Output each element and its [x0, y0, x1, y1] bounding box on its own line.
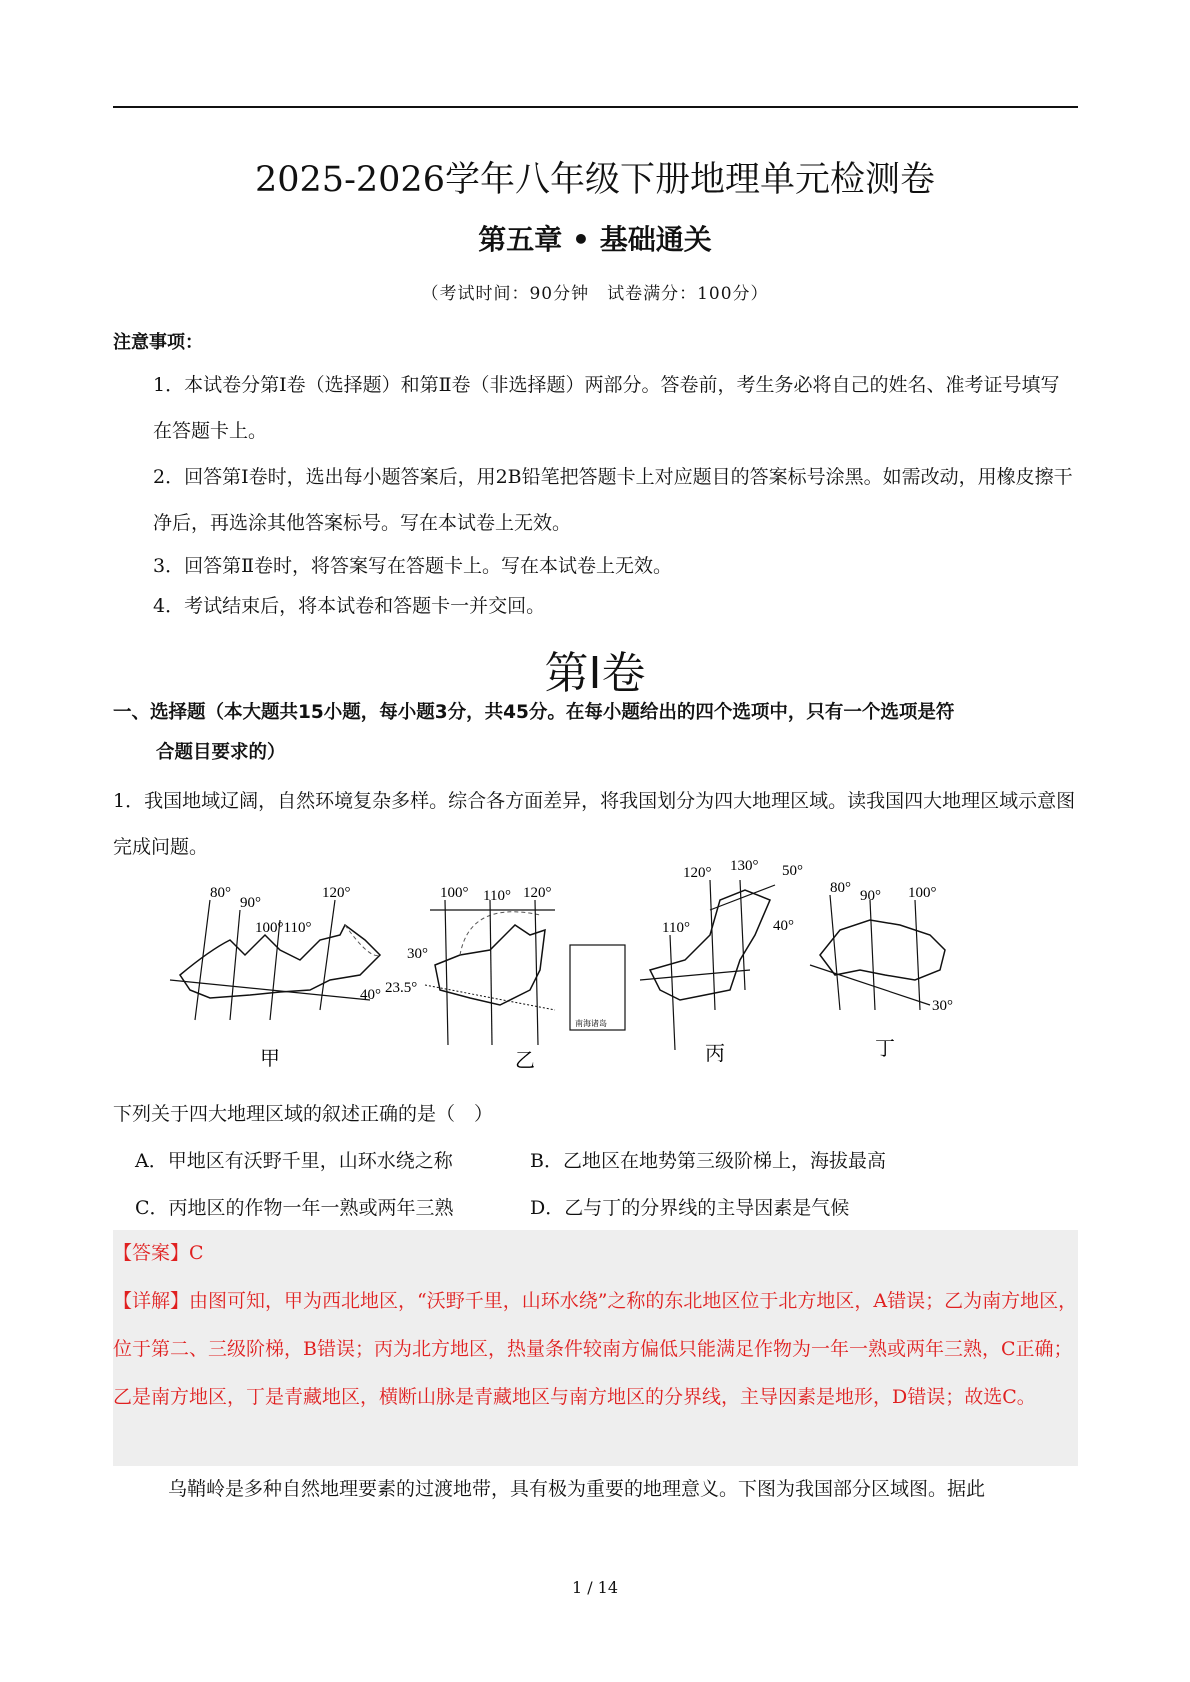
question-prompt: 下列关于四大地理区域的叙述正确的是（ ）	[113, 1103, 494, 1125]
notice-item: 4．考试结束后，将本试卷和答题卡一并交回。	[153, 595, 546, 617]
notice-list	[113, 362, 1078, 626]
option-d: D．乙与丁的分界线的主导因素是气候	[530, 1197, 850, 1219]
option-b: B．乙地区在地势第三级阶梯上，海拔最高	[530, 1150, 886, 1172]
map-label: 40°	[773, 918, 794, 934]
region-maps-figure	[170, 858, 1030, 1090]
section-heading-line1: 一、选择题（本大题共15小题，每小题3分，共45分。在每小题给出的四个选项中，只有一个选项是符	[113, 702, 955, 723]
notice-heading: 注意事项：	[113, 332, 203, 353]
panel-name: 丙	[705, 1043, 725, 1065]
map-panel-jia	[170, 885, 381, 1070]
map-label: 80°	[210, 885, 231, 901]
exam-info: （考试时间：90分钟 试卷满分：100分）	[421, 284, 769, 304]
panel-name: 甲	[260, 1048, 280, 1070]
map-panel-yi	[385, 885, 625, 1072]
explanation: 【详解】由图可知，甲为西北地区，“沃野千里，山环水绕”之称的东北地区位于北方地区，A错误；乙为南方地区，位于第二、三级阶梯，B错误；丙为北方地区，热量条件较南方偏低只能满足作物为一年一熟或两年三熟，C正确；乙是南方地区，丁是青藏地区，横断山脉是青藏地区与南方地区的分界线，主导因素是地形，D错误；故选C。	[113, 1290, 1078, 1408]
next-question-intro: 乌鞘岭是多种自然地理要素的过渡地带，具有极为重要的地理意义。下图为我国部分区域图。据此	[168, 1478, 986, 1500]
map-outline	[650, 890, 770, 1000]
notice-item: 2．回答第Ⅰ卷时，选出每小题答案后，用2B铅笔把答题卡上对应题目的答案标号涂黑。如需改动，用橡皮擦干净后，再选涂其他答案标号。写在本试卷上无效。	[153, 466, 1073, 534]
map-label: 100°	[908, 885, 937, 901]
map-label: 100°110°	[255, 920, 312, 936]
page-number: 1 / 14	[571, 1578, 619, 1597]
option-a: A．甲地区有沃野千里，山环水绕之称	[135, 1150, 453, 1172]
section-heading-line2: 合题目要求的）	[156, 742, 286, 763]
map-label: 110°	[483, 888, 511, 904]
option-c: C．丙地区的作物一年一熟或两年三熟	[135, 1197, 454, 1219]
map-label: 120°	[523, 885, 552, 901]
document-subtitle: 第五章 • 基础通关	[478, 223, 712, 256]
map-label: 90°	[240, 895, 261, 911]
map-label: 90°	[860, 888, 881, 904]
map-label: 23.5°	[385, 980, 418, 996]
volume-title: 第Ⅰ卷	[544, 649, 646, 698]
map-label: 80°	[830, 880, 851, 896]
document-title: 2025-2026学年八年级下册地理单元检测卷	[255, 160, 935, 200]
map-panel-bing	[640, 858, 803, 1065]
notice-item: 3．回答第Ⅱ卷时，将答案写在答题卡上。写在本试卷上无效。	[153, 555, 673, 577]
map-label: 30°	[932, 998, 953, 1014]
map-label: 30°	[407, 946, 428, 962]
map-label: 120°	[322, 885, 351, 901]
south-sea-inset	[570, 945, 625, 1030]
answer-line: 【答案】C	[113, 1242, 204, 1264]
map-label: 50°	[782, 863, 803, 879]
map-outline	[820, 920, 945, 980]
map-panel-ding	[810, 880, 953, 1060]
panel-name: 乙	[515, 1050, 535, 1072]
map-label: 40°	[360, 987, 381, 1003]
inset-label: 南海诸岛	[575, 1019, 607, 1028]
question-stem: 1．我国地域辽阔，自然环境复杂多样。综合各方面差异，将我国划分为四大地理区域。读我国四大地理区域示意图完成问题。	[113, 790, 1076, 858]
notice-item: 1．本试卷分第Ⅰ卷（选择题）和第Ⅱ卷（非选择题）两部分。答卷前，考生务必将自己的姓名、准考证号填写在答题卡上。	[153, 374, 1060, 442]
map-label: 130°	[730, 858, 759, 874]
map-label: 110°	[662, 920, 690, 936]
section-heading	[113, 693, 1078, 773]
top-rule	[113, 106, 1078, 108]
map-label: 120°	[683, 865, 712, 881]
map-label: 100°	[440, 885, 469, 901]
panel-name: 丁	[875, 1038, 895, 1060]
